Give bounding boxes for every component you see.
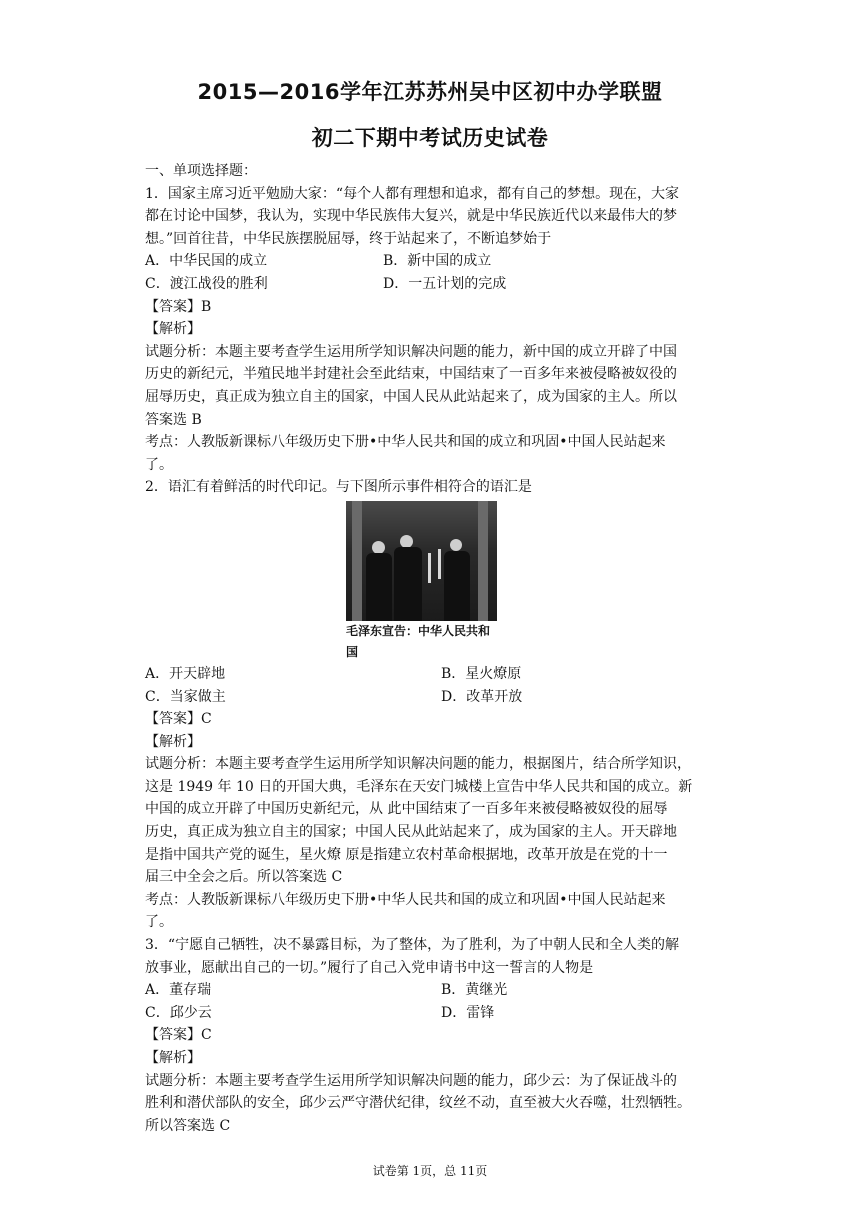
question-figure [346,501,531,663]
figure-caption-line: 毛泽东宣告：中华人民共和 [346,623,491,638]
analysis-label: 【解析】 [145,321,201,338]
options-row [145,686,715,709]
option-c: C．当家做主 [145,688,226,705]
question-stem: 2．语汇有着鲜活的时代印记。与下图所示事件相符合的语汇是 [145,479,532,496]
analysis-label: 【解析】 [145,733,201,750]
analysis-text: 这是 1949 年 10 日的开国大典，毛泽东在天安门城楼上宣告中华人民共和国的成立。新 [145,778,693,795]
question-stem: 放事业，愿献出自己的一切。”履行了自己入党申请书中这一誓言的人物是 [145,959,594,976]
analysis-text: 是指中国共产党的诞生，星火燎 原是指建立农村革命根据地，改革开放是在党的十一 [145,846,668,863]
question-1 [145,183,715,477]
option-c: C．邱少云 [145,1004,212,1021]
page-footer: 试卷第 1页，总 11页 [372,1164,488,1178]
exam-content [145,160,715,1137]
analysis-text: 试题分析：本题主要考查学生运用所学知识解决问题的能力，新中国的成立开辟了中国 [145,343,677,360]
question-stem: 想。”回首往昔，中华民族摆脱屈辱，终于站起来了，不断追梦始于 [145,230,552,247]
analysis-text: 胜利和潜伏部队的安全，邱少云严守潜伏纪律，纹丝不动，直至被大火吞噬，壮烈牺牲。 [145,1095,691,1112]
analysis-text: 试题分析：本题主要考查学生运用所学知识解决问题的能力，邱少云：为了保证战斗的 [145,1072,677,1089]
option-a: A．董存瑞 [145,982,212,999]
analysis-text: 答案选 B [145,411,202,428]
option-a: A．开天辟地 [145,665,226,682]
exam-title-line1: 2015—2016学年江苏苏州吴中区初中办学联盟 [197,80,663,104]
options-row [145,273,715,296]
question-3 [145,934,715,1137]
knowledge-point: 考点：人教版新课标八年级历史下册•中华人民共和国的成立和巩固•中国人民站起来 [145,434,666,451]
answer-label: 【答案】C [145,711,212,728]
analysis-text: 届三中全会之后。所以答案选 C [145,869,343,886]
analysis-text: 试题分析：本题主要考查学生运用所学知识解决问题的能力，根据图片，结合所学知识， [145,756,691,773]
exam-title-line2: 初二下期中考试历史试卷 [311,126,549,150]
analysis-text: 中国的成立开辟了中国历史新纪元，从 此中国结束了一百多年来被侵略被奴役的屈辱 [145,801,668,818]
option-d: D．一五计划的完成 [383,275,507,292]
analysis-text: 屈辱历史，真正成为独立自主的国家，中国人民从此站起来了，成为国家的主人。所以 [145,388,677,405]
option-d: D．雷锋 [441,1004,495,1021]
analysis-text: 历史，真正成为独立自主的国家；中国人民从此站起来了，成为国家的主人。开天辟地 [145,824,677,841]
analysis-text: 历史的新纪元，半殖民地半封建社会至此结束，中国结束了一百多年来被侵略被奴役的 [145,366,677,383]
knowledge-point: 了。 [145,456,173,473]
question-2 [145,476,715,934]
option-b: B．星火燎原 [441,665,522,682]
option-b: B．黄继光 [441,982,508,999]
answer-label: 【答案】B [145,298,212,315]
analysis-label: 【解析】 [145,1050,201,1066]
figure-caption-line: 国 [346,644,359,659]
option-c: C．渡江战役的胜利 [145,275,268,292]
figure-caption [346,621,531,663]
option-a: A．中华民国的成立 [145,253,268,270]
options-row [145,1002,715,1025]
knowledge-point: 了。 [145,914,173,931]
answer-label: 【答案】C [145,1027,212,1044]
section-title: 一、单项选择题： [145,163,257,179]
option-b: B．新中国的成立 [383,253,492,270]
analysis-text: 所以答案选 C [145,1117,231,1134]
knowledge-point: 考点：人教版新课标八年级历史下册•中华人民共和国的成立和巩固•中国人民站起来 [145,891,666,908]
option-d: D．改革开放 [441,688,523,705]
question-stem: 1．国家主席习近平勉励大家：“每个人都有理想和追求，都有自己的梦想。现在，大家 [145,185,680,202]
question-stem: 3．“宁愿自己牺牲，决不暴露目标，为了整体，为了胜利，为了中朝人民和全人类的解 [145,937,680,954]
options-row [145,663,715,686]
options-row [145,979,715,1002]
question-stem: 都在讨论中国梦，我认为，实现中华民族伟大复兴，就是中华民族近代以来最伟大的梦 [145,208,677,225]
founding-ceremony-photo [346,501,497,621]
options-row [145,250,715,273]
